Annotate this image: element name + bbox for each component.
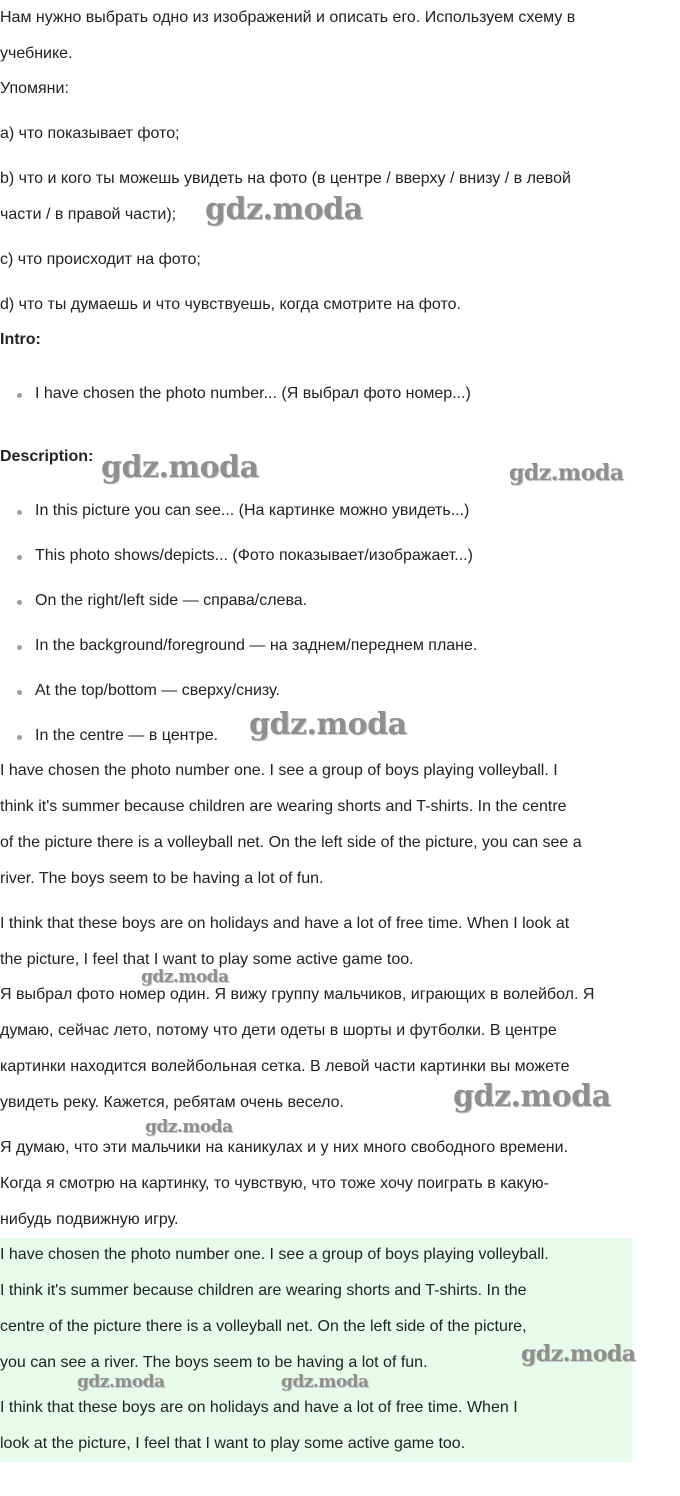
bullet-icon	[17, 510, 22, 515]
watermark-logo: gdz.moda	[281, 1372, 369, 1392]
watermark-logo: gdz.moda	[101, 450, 259, 485]
watermark-logo: gdz.moda	[141, 967, 229, 987]
essay-ru-p1-line-1: Я выбрал фото номер один. Я вижу группу мальчиков, играющих в волейбол. Я	[0, 986, 595, 1003]
watermark-logo: gdz.moda	[77, 1372, 165, 1392]
essay-ru-p1-line-3: картинки находится волейбольная сетка. В левой части картинки вы можете	[0, 1058, 570, 1075]
essay-ru-p2-line-3: нибудь подвижную игру.	[0, 1211, 179, 1228]
essay-en-p2-line-2: the picture, I feel that I want to play some active game too.	[0, 951, 414, 968]
watermark-logo: gdz.moda	[509, 460, 624, 486]
item-a: a) что показывает фото;	[0, 125, 180, 142]
essay-ru-p2-line-2: Когда я смотрю на картинку, то чувствую, что тоже хочу поиграть в какую-	[0, 1175, 549, 1192]
instruction-line-1: Нам нужно выбрать одно из изображений и описать его. Используем схему в	[0, 9, 576, 26]
essay-ru-p2-line-1: Я думаю, что эти мальчики на каникулах и у них много свободного времени.	[0, 1139, 569, 1156]
essay-en-p2-line-1: I think that these boys are on holidays and have a lot of free time. When I look at	[0, 915, 570, 932]
bullet-icon	[17, 555, 22, 560]
watermark-logo: gdz.moda	[249, 707, 407, 742]
intro-heading: Intro:	[0, 331, 41, 348]
watermark-logo: gdz.moda	[145, 1117, 233, 1137]
highlight-p1-line-3: centre of the picture there is a volleyball net. On the left side of the picture,	[0, 1318, 527, 1335]
essay-ru-p1-line-2: думаю, сейчас лето, потому что дети одеты в шорты и футболки. В центре	[0, 1022, 557, 1039]
highlighted-answer-box	[0, 1238, 632, 1462]
highlight-p2-line-2: look at the picture, I feel that I want to play some active game too.	[0, 1435, 466, 1452]
item-b-line-2: части / в правой части);	[0, 206, 177, 223]
watermark-logo: gdz.moda	[453, 1079, 611, 1114]
essay-en-p1-line-1: I have chosen the photo number one. I see a group of boys playing volleyball. I	[0, 762, 558, 779]
mention-label: Упомяни:	[0, 80, 69, 97]
highlight-p1-line-2: I think it's summer because children are wearing shorts and T-shirts. In the	[0, 1282, 527, 1299]
description-heading: Description:	[0, 448, 94, 465]
item-b-line-1: b) что и кого ты можешь увидеть на фото (в центре / вверху / внизу / в левой	[0, 170, 571, 187]
instruction-line-2: учебнике.	[0, 45, 73, 62]
watermark-logo: gdz.moda	[521, 1341, 636, 1367]
essay-en-p1-line-2: think it's summer because children are wearing shorts and T-shirts. In the centre	[0, 798, 567, 815]
essay-en-p1-line-4: river. The boys seem to be having a lot of fun.	[0, 870, 324, 887]
bullet-icon	[17, 645, 22, 650]
item-c: c) что происходит на фото;	[0, 251, 201, 268]
bullet-icon	[17, 735, 22, 740]
bullet-icon	[17, 690, 22, 695]
highlight-p1-line-4: you can see a river. The boys seem to be having a lot of fun.	[0, 1354, 428, 1371]
bullet-icon	[17, 393, 22, 398]
highlight-p1-line-1: I have chosen the photo number one. I see a group of boys playing volleyball.	[0, 1246, 549, 1263]
watermark-logo: gdz.moda	[205, 192, 363, 227]
highlight-p2-line-1: I think that these boys are on holidays and have a lot of free time. When I	[0, 1399, 518, 1416]
essay-en-p1-line-3: of the picture there is a volleyball net. On the left side of the picture, you can see a	[0, 834, 582, 851]
item-d: d) что ты думаешь и что чувствуешь, когда смотрите на фото.	[0, 296, 461, 313]
bullet-icon	[17, 600, 22, 605]
essay-ru-p1-line-4: увидеть реку. Кажется, ребятам очень весело.	[0, 1094, 344, 1111]
